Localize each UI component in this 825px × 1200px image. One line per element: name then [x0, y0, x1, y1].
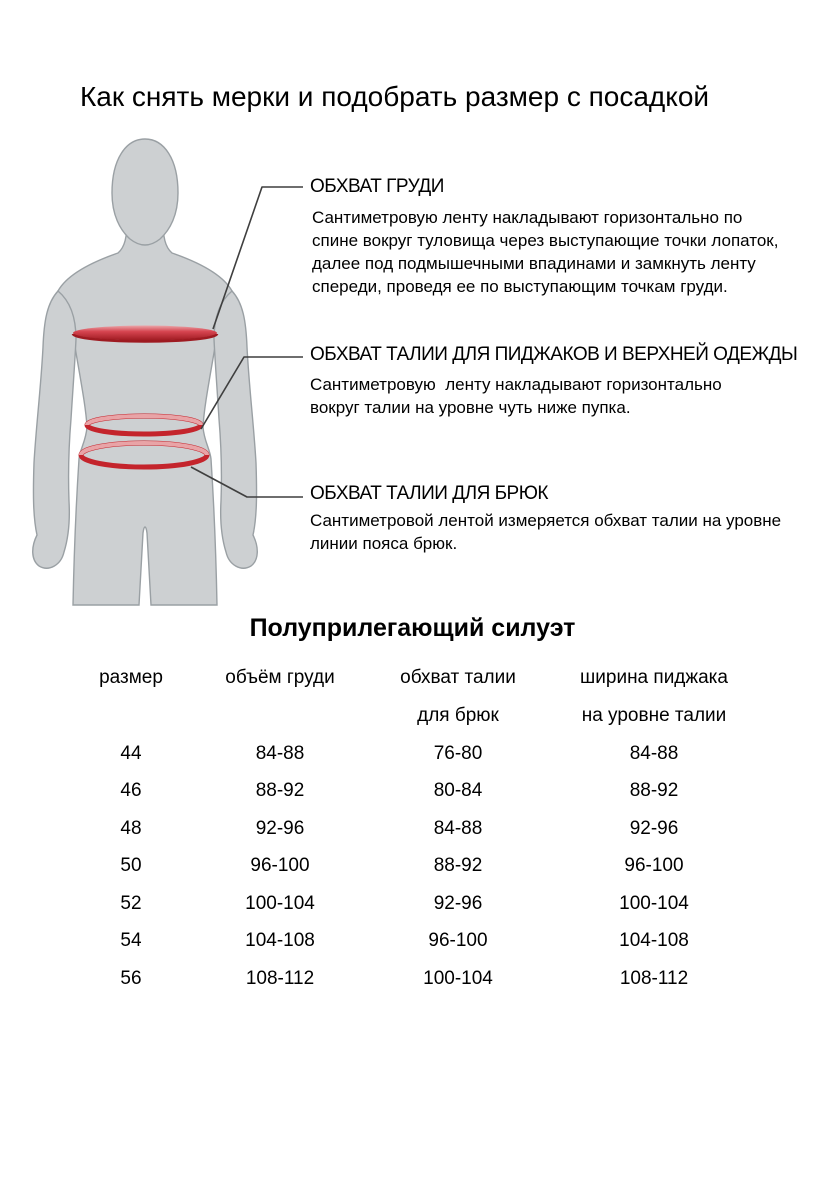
head-silhouette — [112, 139, 178, 245]
table-cell: 88-92 — [255, 780, 305, 802]
column-subheader-trouser-waist: для брюк — [417, 705, 499, 726]
section-heading-trouser-waist: ОБХВАТ ТАЛИИ ДЛЯ БРЮК — [310, 483, 548, 504]
measurement-figure — [0, 115, 310, 615]
size-table-header-row-2 — [90, 704, 780, 728]
table-cell: 50 — [120, 855, 142, 877]
column-header-jacket-width: ширина пиджака — [580, 667, 728, 688]
column-header-size: размер — [99, 667, 163, 688]
section-body-jacket-waist — [310, 373, 722, 419]
left-arm-silhouette — [33, 291, 76, 568]
table-cell: 108-112 — [245, 967, 315, 989]
table-cell: 56 — [120, 967, 142, 989]
table-row — [90, 810, 780, 848]
table-cell: 46 — [120, 780, 142, 802]
body-line: Сантиметровую ленту накладывают горизонтально по — [312, 208, 743, 227]
table-cell: 96-100 — [624, 855, 684, 877]
table-cell: 96-100 — [428, 930, 488, 952]
column-subheader — [90, 704, 172, 728]
table-cell: 100-104 — [423, 967, 493, 989]
table-cell: 92-96 — [433, 892, 483, 914]
table-cell: 44 — [120, 742, 142, 764]
table-cell: 84-88 — [629, 742, 679, 764]
body-line: далее под подмышечными впадинами и замкнуть ленту — [312, 254, 756, 273]
table-cell: 104-108 — [245, 930, 315, 952]
size-table-header-row-1 — [90, 666, 780, 690]
table-cell: 96-100 — [250, 855, 310, 877]
table-cell: 88-92 — [433, 855, 483, 877]
table-row — [90, 848, 780, 886]
table-cell: 80-84 — [433, 780, 483, 802]
size-table-body — [90, 735, 780, 998]
table-cell: 48 — [120, 817, 142, 839]
body-line: вокруг талии на уровне чуть ниже пупка. — [310, 398, 631, 417]
table-cell: 92-96 — [629, 817, 679, 839]
table-cell: 100-104 — [619, 892, 689, 914]
table-row — [90, 735, 780, 773]
table-row — [90, 960, 780, 998]
column-subheader-jacket-width: на уровне талии — [581, 705, 727, 726]
table-cell: 84-88 — [433, 817, 483, 839]
table-cell: 92-96 — [255, 817, 305, 839]
table-cell: 100-104 — [245, 892, 315, 914]
table-cell: 88-92 — [629, 780, 679, 802]
size-table-title: Полуприлегающий силуэт — [249, 614, 576, 642]
table-cell: 108-112 — [619, 967, 689, 989]
section-heading-chest: ОБХВАТ ГРУДИ — [310, 176, 444, 197]
section-body-chest — [312, 206, 778, 298]
section-heading-jacket-waist: ОБХВАТ ТАЛИИ ДЛЯ ПИДЖАКОВ И ВЕРХНЕЙ ОДЕЖДЫ — [310, 344, 798, 365]
column-header-trouser-waist: обхват талии — [400, 667, 516, 688]
measurement-figure-svg — [0, 115, 310, 615]
table-cell: 104-108 — [619, 930, 689, 952]
body-line: Сантиметровой лентой измеряется обхват талии на уровне — [310, 511, 782, 530]
column-header-chest: объём груди — [225, 667, 335, 688]
column-subheader — [172, 704, 388, 728]
body-line: линии пояса брюк. — [310, 534, 458, 553]
table-cell: 76-80 — [433, 742, 483, 764]
table-row — [90, 885, 780, 923]
body-line: Сантиметровую ленту накладывают горизонтально — [310, 375, 722, 394]
section-body-trouser-waist — [310, 509, 781, 555]
table-row — [90, 923, 780, 961]
table-cell: 54 — [120, 930, 142, 952]
table-cell: 84-88 — [255, 742, 305, 764]
page-title: Как снять мерки и подобрать размер с посадкой — [80, 81, 710, 112]
body-line: спереди, проведя ее по выступающим точкам груди. — [312, 277, 728, 296]
table-cell: 52 — [120, 892, 142, 914]
table-row — [90, 773, 780, 811]
body-line: спине вокруг туловища через выступающие точки лопаток, — [312, 231, 779, 250]
right-arm-silhouette — [214, 291, 257, 568]
